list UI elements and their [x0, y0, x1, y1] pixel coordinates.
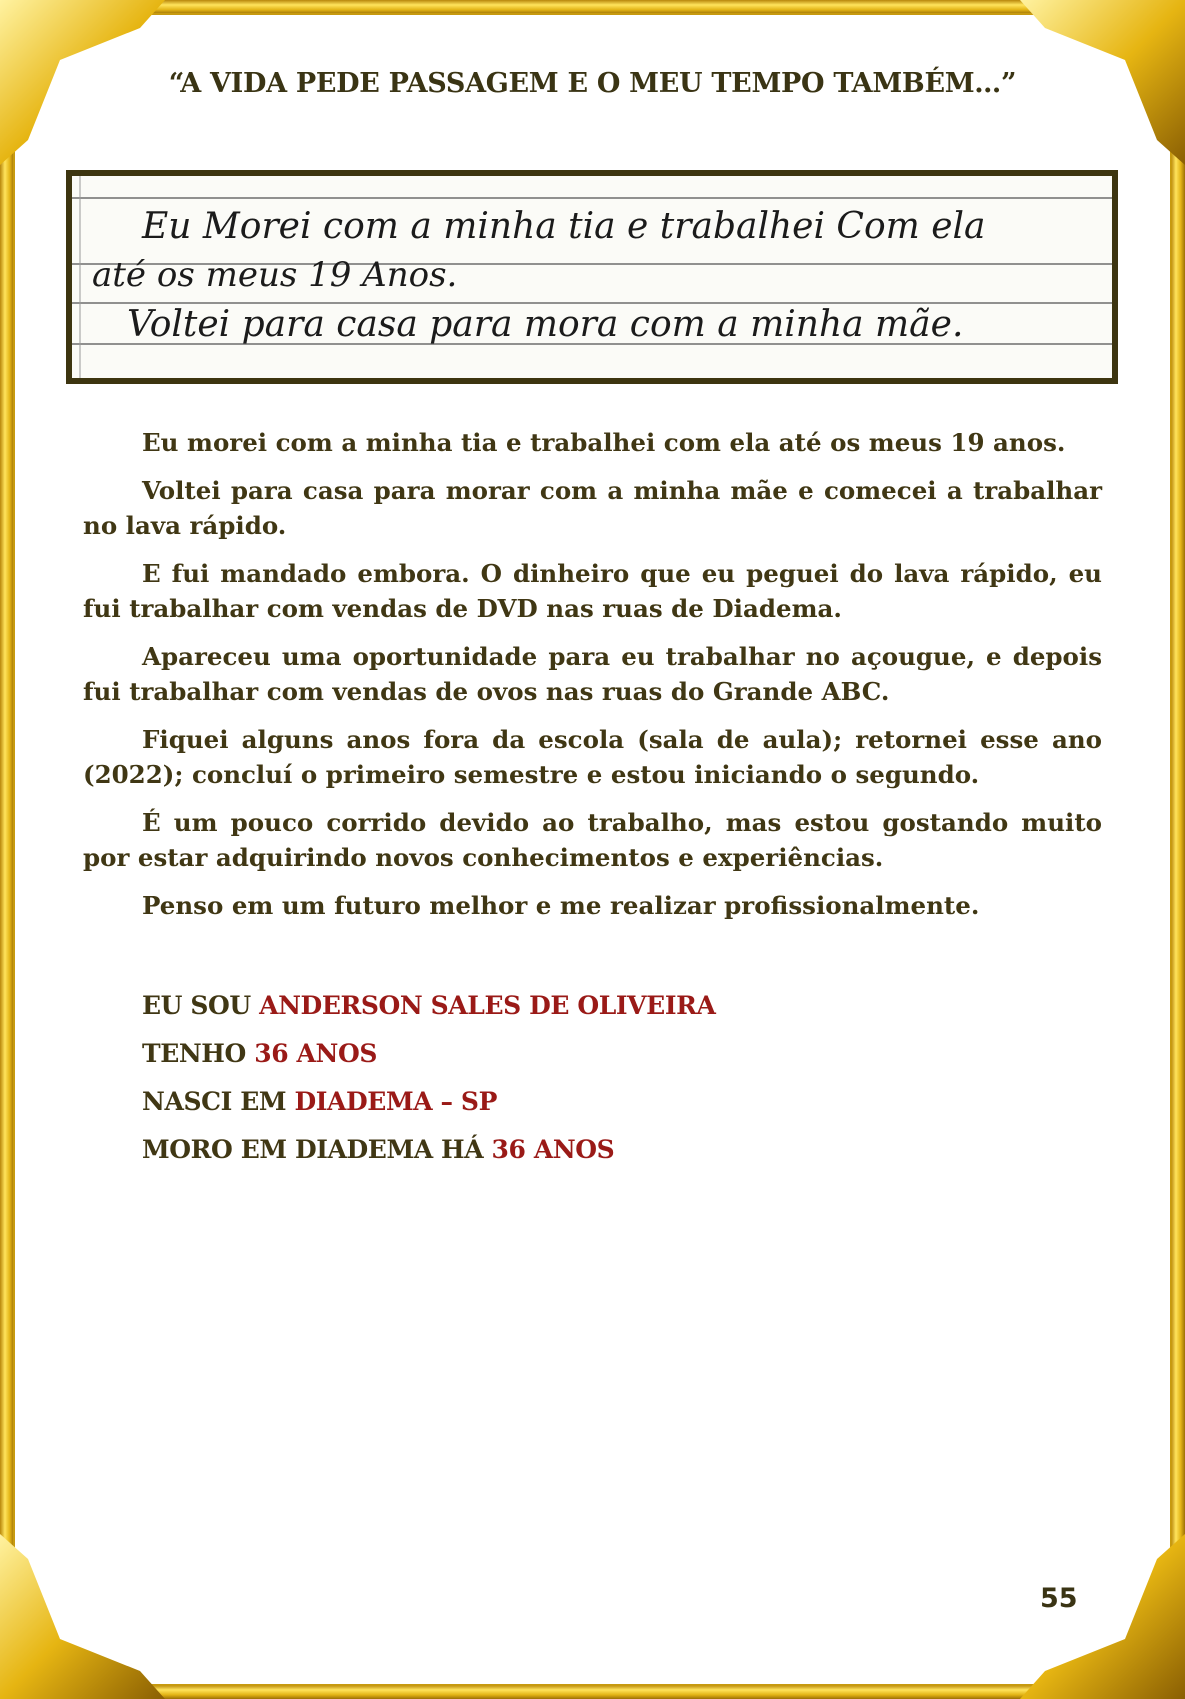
paragraph: Apareceu uma oportunidade para eu trabalhar no açougue, e depois fui trabalhar com vendas de ovos nas ruas do Grande ABC.: [83, 642, 1102, 706]
bio-label: TENHO: [142, 1039, 255, 1068]
bio-label: NASCI EM: [142, 1087, 295, 1116]
bio-birthplace-line: [142, 1078, 716, 1126]
author-name: ANDERSON SALES DE OLIVEIRA: [259, 991, 716, 1020]
page-number: 55: [1040, 1583, 1078, 1614]
ruled-paper-graphic: [72, 176, 1112, 378]
bio-label: MORO EM DIADEMA HÁ: [142, 1135, 492, 1164]
paragraph: E fui mandado embora. O dinheiro que eu peguei do lava rápido, eu fui trabalhar com vendas de DVD nas ruas de Diadema.: [83, 559, 1102, 623]
handwriting-scan: [66, 170, 1118, 384]
paragraph: Voltei para casa para morar com a minha mãe e comecei a trabalhar no lava rápido.: [83, 476, 1102, 540]
paragraph: Fiquei alguns anos fora da escola (sala de aula); retornei esse ano (2022); concluí o primeiro semestre e estou iniciando o segundo.: [83, 725, 1102, 789]
bio-name-line: [142, 982, 716, 1030]
bio-age-line: [142, 1030, 716, 1078]
paragraph: Eu morei com a minha tia e trabalhei com ela até os meus 19 anos.: [142, 428, 1066, 457]
handwriting-line-1: Eu Morei com a minha tia e trabalhei Com ela: [142, 206, 986, 247]
handwriting-line-2: até os meus 19 Anos.: [92, 255, 458, 295]
author-age: 36 ANOS: [254, 1039, 377, 1068]
author-bio: [142, 982, 716, 1174]
body-text: [83, 425, 1102, 936]
bio-label: EU SOU: [142, 991, 260, 1020]
paragraph: Penso em um futuro melhor e me realizar profissionalmente.: [142, 891, 980, 920]
author-residence-duration: 36 ANOS: [491, 1135, 615, 1164]
bio-residence-line: [142, 1126, 716, 1174]
author-birthplace: DIADEMA – SP: [294, 1087, 497, 1116]
page-title: “A VIDA PEDE PASSAGEM E O MEU TEMPO TAMBÉM…”: [168, 68, 1017, 99]
handwriting-line-3: Voltei para casa para mora com a minha mãe.: [127, 304, 964, 345]
paragraph: É um pouco corrido devido ao trabalho, mas estou gostando muito por estar adquirindo novos conhecimentos e experiências.: [83, 808, 1102, 872]
